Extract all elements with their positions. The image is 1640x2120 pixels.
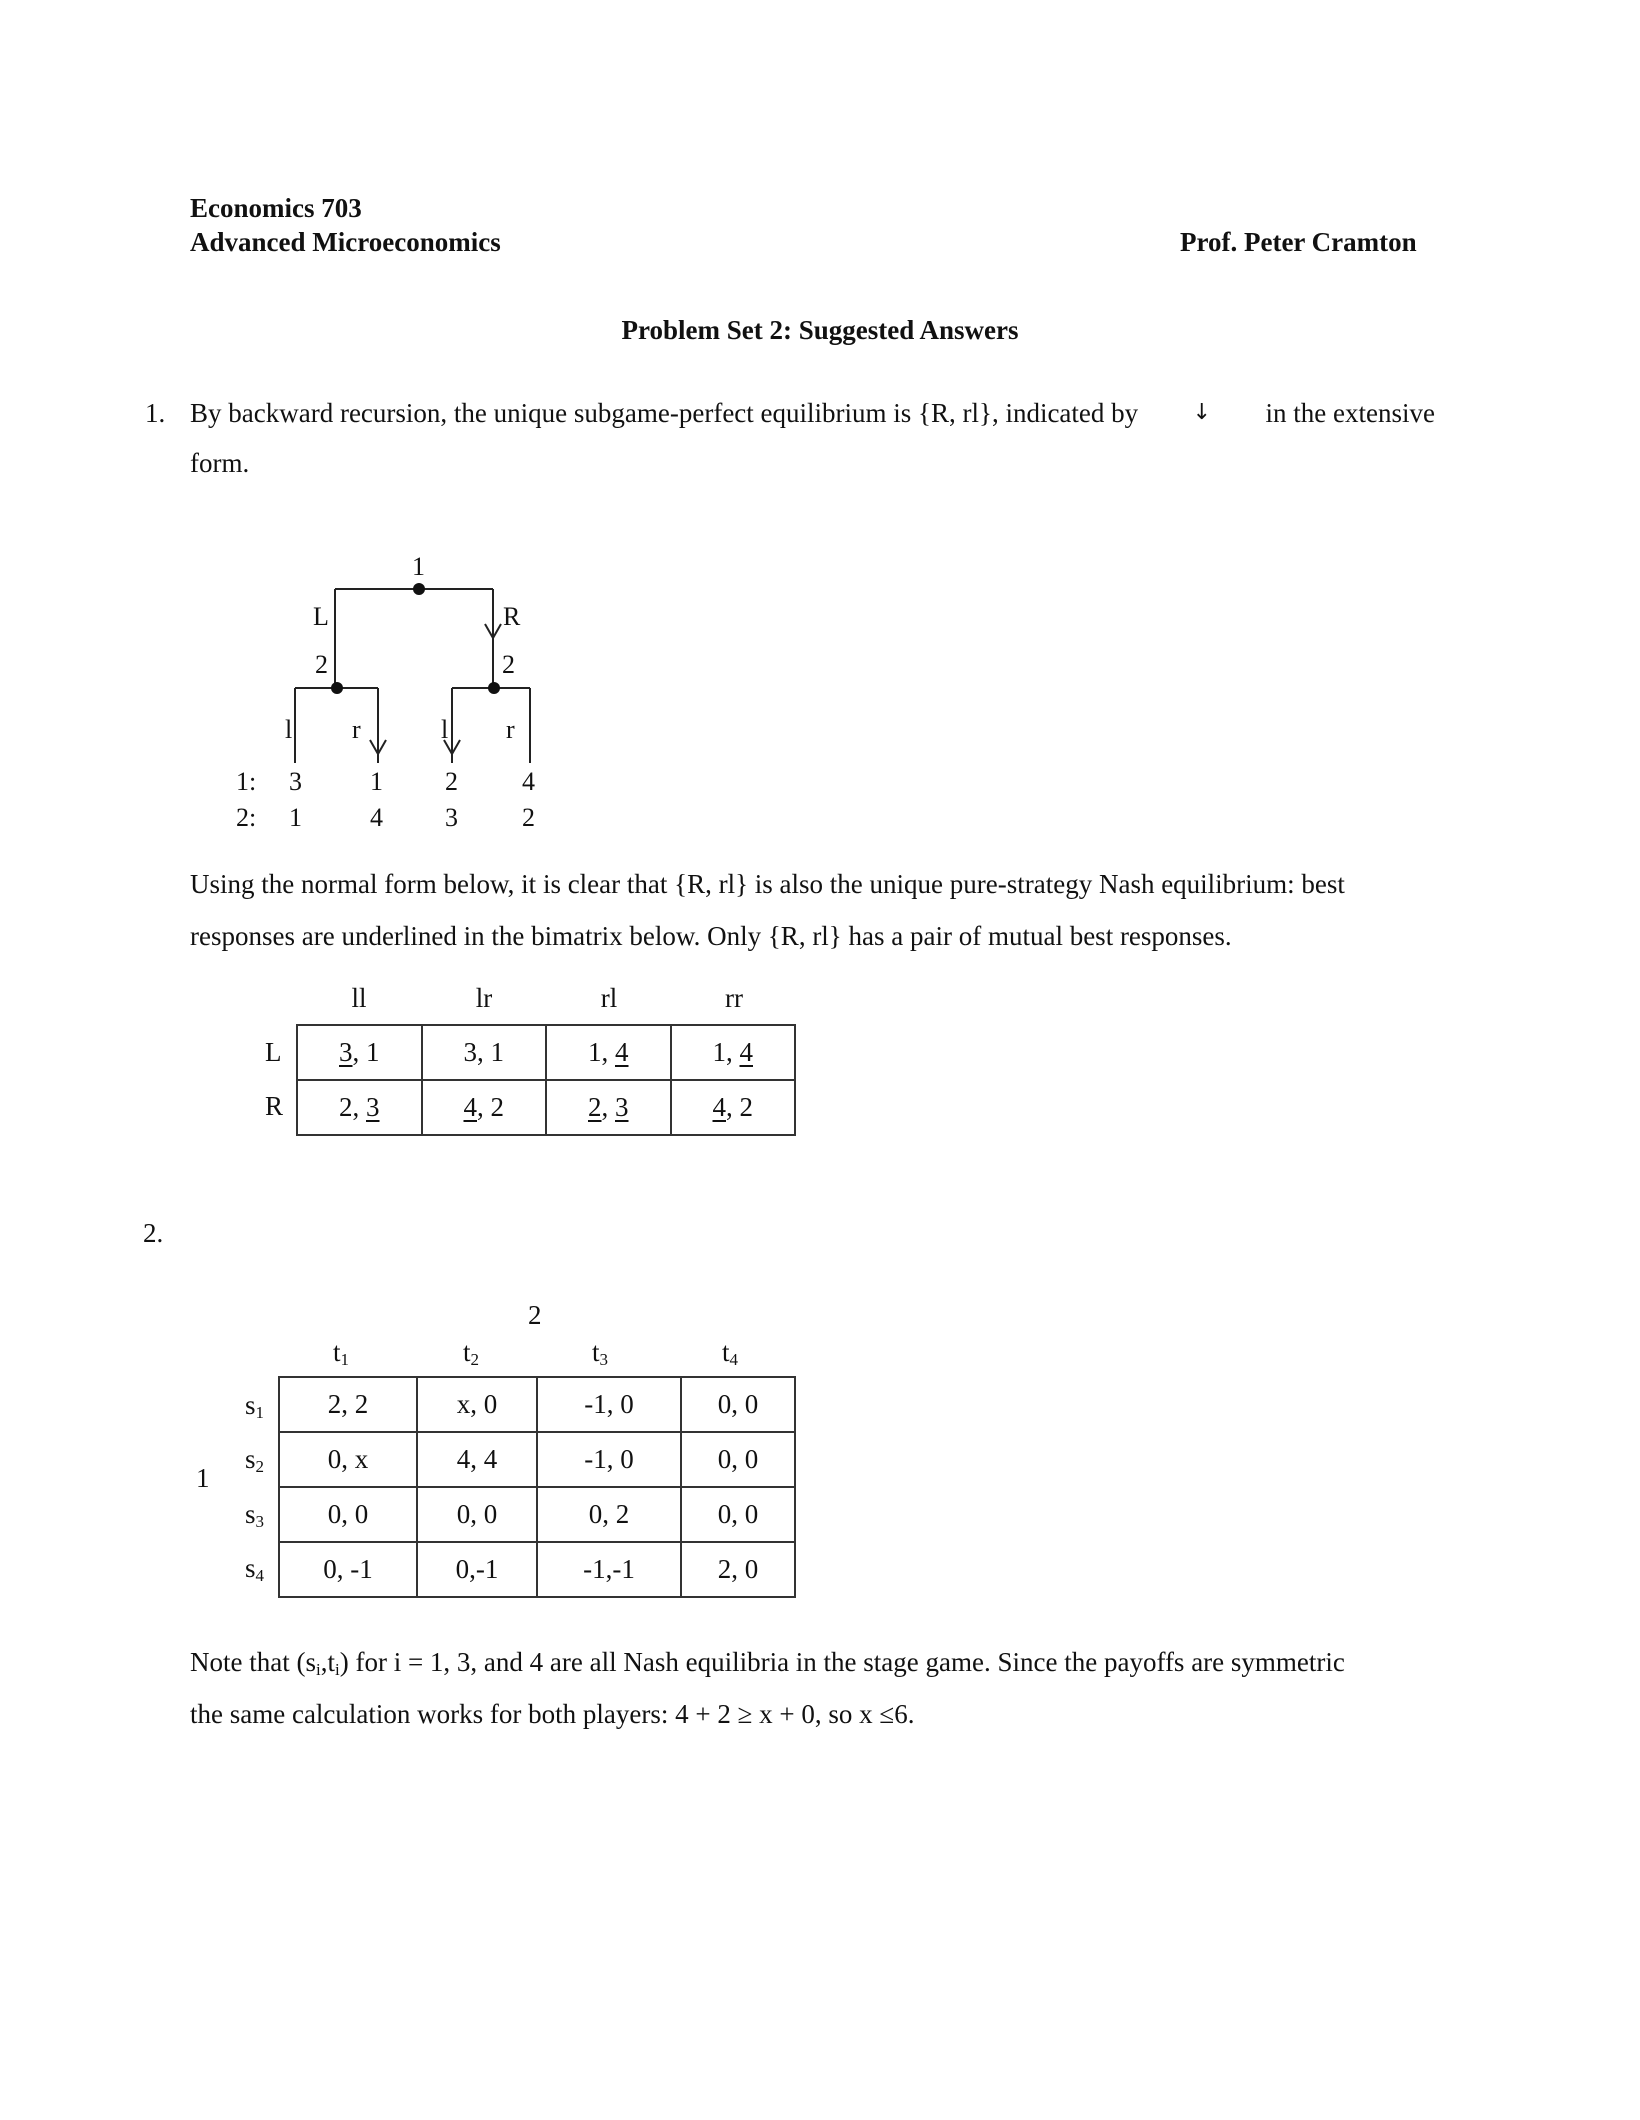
course-number: Economics 703 (190, 193, 362, 223)
matrix-cell: 0, 2 (537, 1487, 681, 1542)
right-player-label: 2 (502, 650, 515, 679)
matrix-cell: 2, 2 (279, 1377, 417, 1432)
q1-para-line2: responses are underlined in the bimatrix below. Only {R, rl} has a pair of mutual best responses. (190, 921, 1232, 951)
matrix-cell: 0, 0 (681, 1377, 795, 1432)
payoff-row-label: 1: (236, 767, 257, 796)
matrix-cell: 1, 4 (671, 1025, 796, 1080)
course-subject: Advanced Microeconomics (190, 227, 501, 257)
col-header: lr (475, 983, 493, 1013)
table-row (297, 1025, 795, 1080)
right-action-label: R (503, 602, 521, 631)
matrix-cell: 1, 4 (546, 1025, 671, 1080)
action-label: l (285, 715, 293, 744)
col-header: $t_4$ (721, 1337, 738, 1369)
terminal-payoff: 4 (370, 803, 383, 832)
col-header: ll (351, 983, 367, 1013)
payoff-row-label: 2: (236, 803, 257, 832)
q1-bimatrix (296, 1024, 796, 1136)
table-row (279, 1487, 795, 1542)
matrix-cell: -1,-1 (537, 1542, 681, 1597)
q2-stage-game-matrix (278, 1376, 796, 1598)
root-node (413, 583, 425, 595)
q2-row-player: 1 (196, 1463, 210, 1493)
q2-note-line1: Note that $(s_i,t_i)$ for i = 1, 3, and 4 are all Nash equilibria in the stage game. Since the payoffs are symmetric (190, 1647, 1345, 1679)
matrix-cell: 3, 1 (297, 1025, 422, 1080)
action-label: r (506, 715, 515, 744)
q1-text-c: form. (190, 448, 250, 478)
action-label: l (441, 715, 449, 744)
matrix-cell: 3, 1 (422, 1025, 547, 1080)
q1-text-a: By backward recursion, the unique subgame-perfect equilibrium is {R, rl}, indicated by (190, 398, 1139, 428)
table-row (279, 1542, 795, 1597)
matrix-cell: -1, 0 (537, 1377, 681, 1432)
root-player-label: 1 (412, 552, 425, 581)
right-decision-node (488, 682, 500, 694)
terminal-payoff: 1 (289, 803, 302, 832)
page-title: Problem Set 2: Suggested Answers (621, 315, 1019, 345)
col-header: $t_1$ (332, 1337, 349, 1369)
matrix-cell: 0, -1 (279, 1542, 417, 1597)
matrix-cell: -1, 0 (537, 1432, 681, 1487)
q1-para-line1: Using the normal form below, it is clear that {R, rl} is also the unique pure-strategy Nash equilibrium: best (190, 869, 1345, 899)
matrix-cell: 2, 0 (681, 1542, 795, 1597)
matrix-cell: x, 0 (417, 1377, 537, 1432)
q1-number: 1. (145, 398, 166, 428)
left-decision-node (331, 682, 343, 694)
matrix-cell: 4, 2 (422, 1080, 547, 1135)
terminal-payoff: 2 (445, 767, 458, 796)
q2-note-line2: the same calculation works for both players: 4 + 2 ≥ x + 0, so x ≤6. (190, 1699, 915, 1729)
q2-number: 2. (143, 1218, 164, 1248)
col-header: $t_3$ (591, 1337, 608, 1369)
matrix-cell: 0, 0 (681, 1432, 795, 1487)
matrix-cell: 4, 4 (417, 1432, 537, 1487)
table-row (297, 1080, 795, 1135)
left-action-label: L (313, 602, 329, 631)
col-header: rl (600, 983, 618, 1013)
col-header: $t_2$ (462, 1337, 479, 1369)
professor-name: Prof. Peter Cramton (1180, 227, 1417, 257)
matrix-cell: 0,-1 (417, 1542, 537, 1597)
terminal-payoff: 3 (289, 767, 302, 796)
matrix-cell: 0, 0 (417, 1487, 537, 1542)
matrix-cell: 4, 2 (671, 1080, 796, 1135)
row-header: $s_4$ (245, 1553, 265, 1585)
down-arrow-icon: ↓ (1192, 400, 1212, 425)
terminal-payoff: 2 (522, 803, 535, 832)
row-header: R (265, 1091, 284, 1121)
row-header: $s_2$ (245, 1444, 265, 1476)
matrix-cell: 2, 3 (297, 1080, 422, 1135)
row-header: $s_1$ (245, 1390, 265, 1422)
left-player-label: 2 (315, 650, 328, 679)
matrix-cell: 2, 3 (546, 1080, 671, 1135)
row-header: L (265, 1037, 282, 1067)
col-header: rr (725, 983, 743, 1013)
table-row (279, 1377, 795, 1432)
extensive-form-tree (0, 0, 1640, 900)
matrix-cell: 0, 0 (279, 1487, 417, 1542)
q1-text-b: in the extensive (1265, 398, 1435, 428)
terminal-payoff: 4 (522, 767, 535, 796)
terminal-payoff: 3 (445, 803, 458, 832)
q2-column-player: 2 (528, 1300, 542, 1330)
table-row (279, 1432, 795, 1487)
matrix-cell: 0, x (279, 1432, 417, 1487)
matrix-cell: 0, 0 (681, 1487, 795, 1542)
row-header: $s_3$ (245, 1499, 265, 1531)
terminal-payoff: 1 (370, 767, 383, 796)
action-label: r (352, 715, 361, 744)
